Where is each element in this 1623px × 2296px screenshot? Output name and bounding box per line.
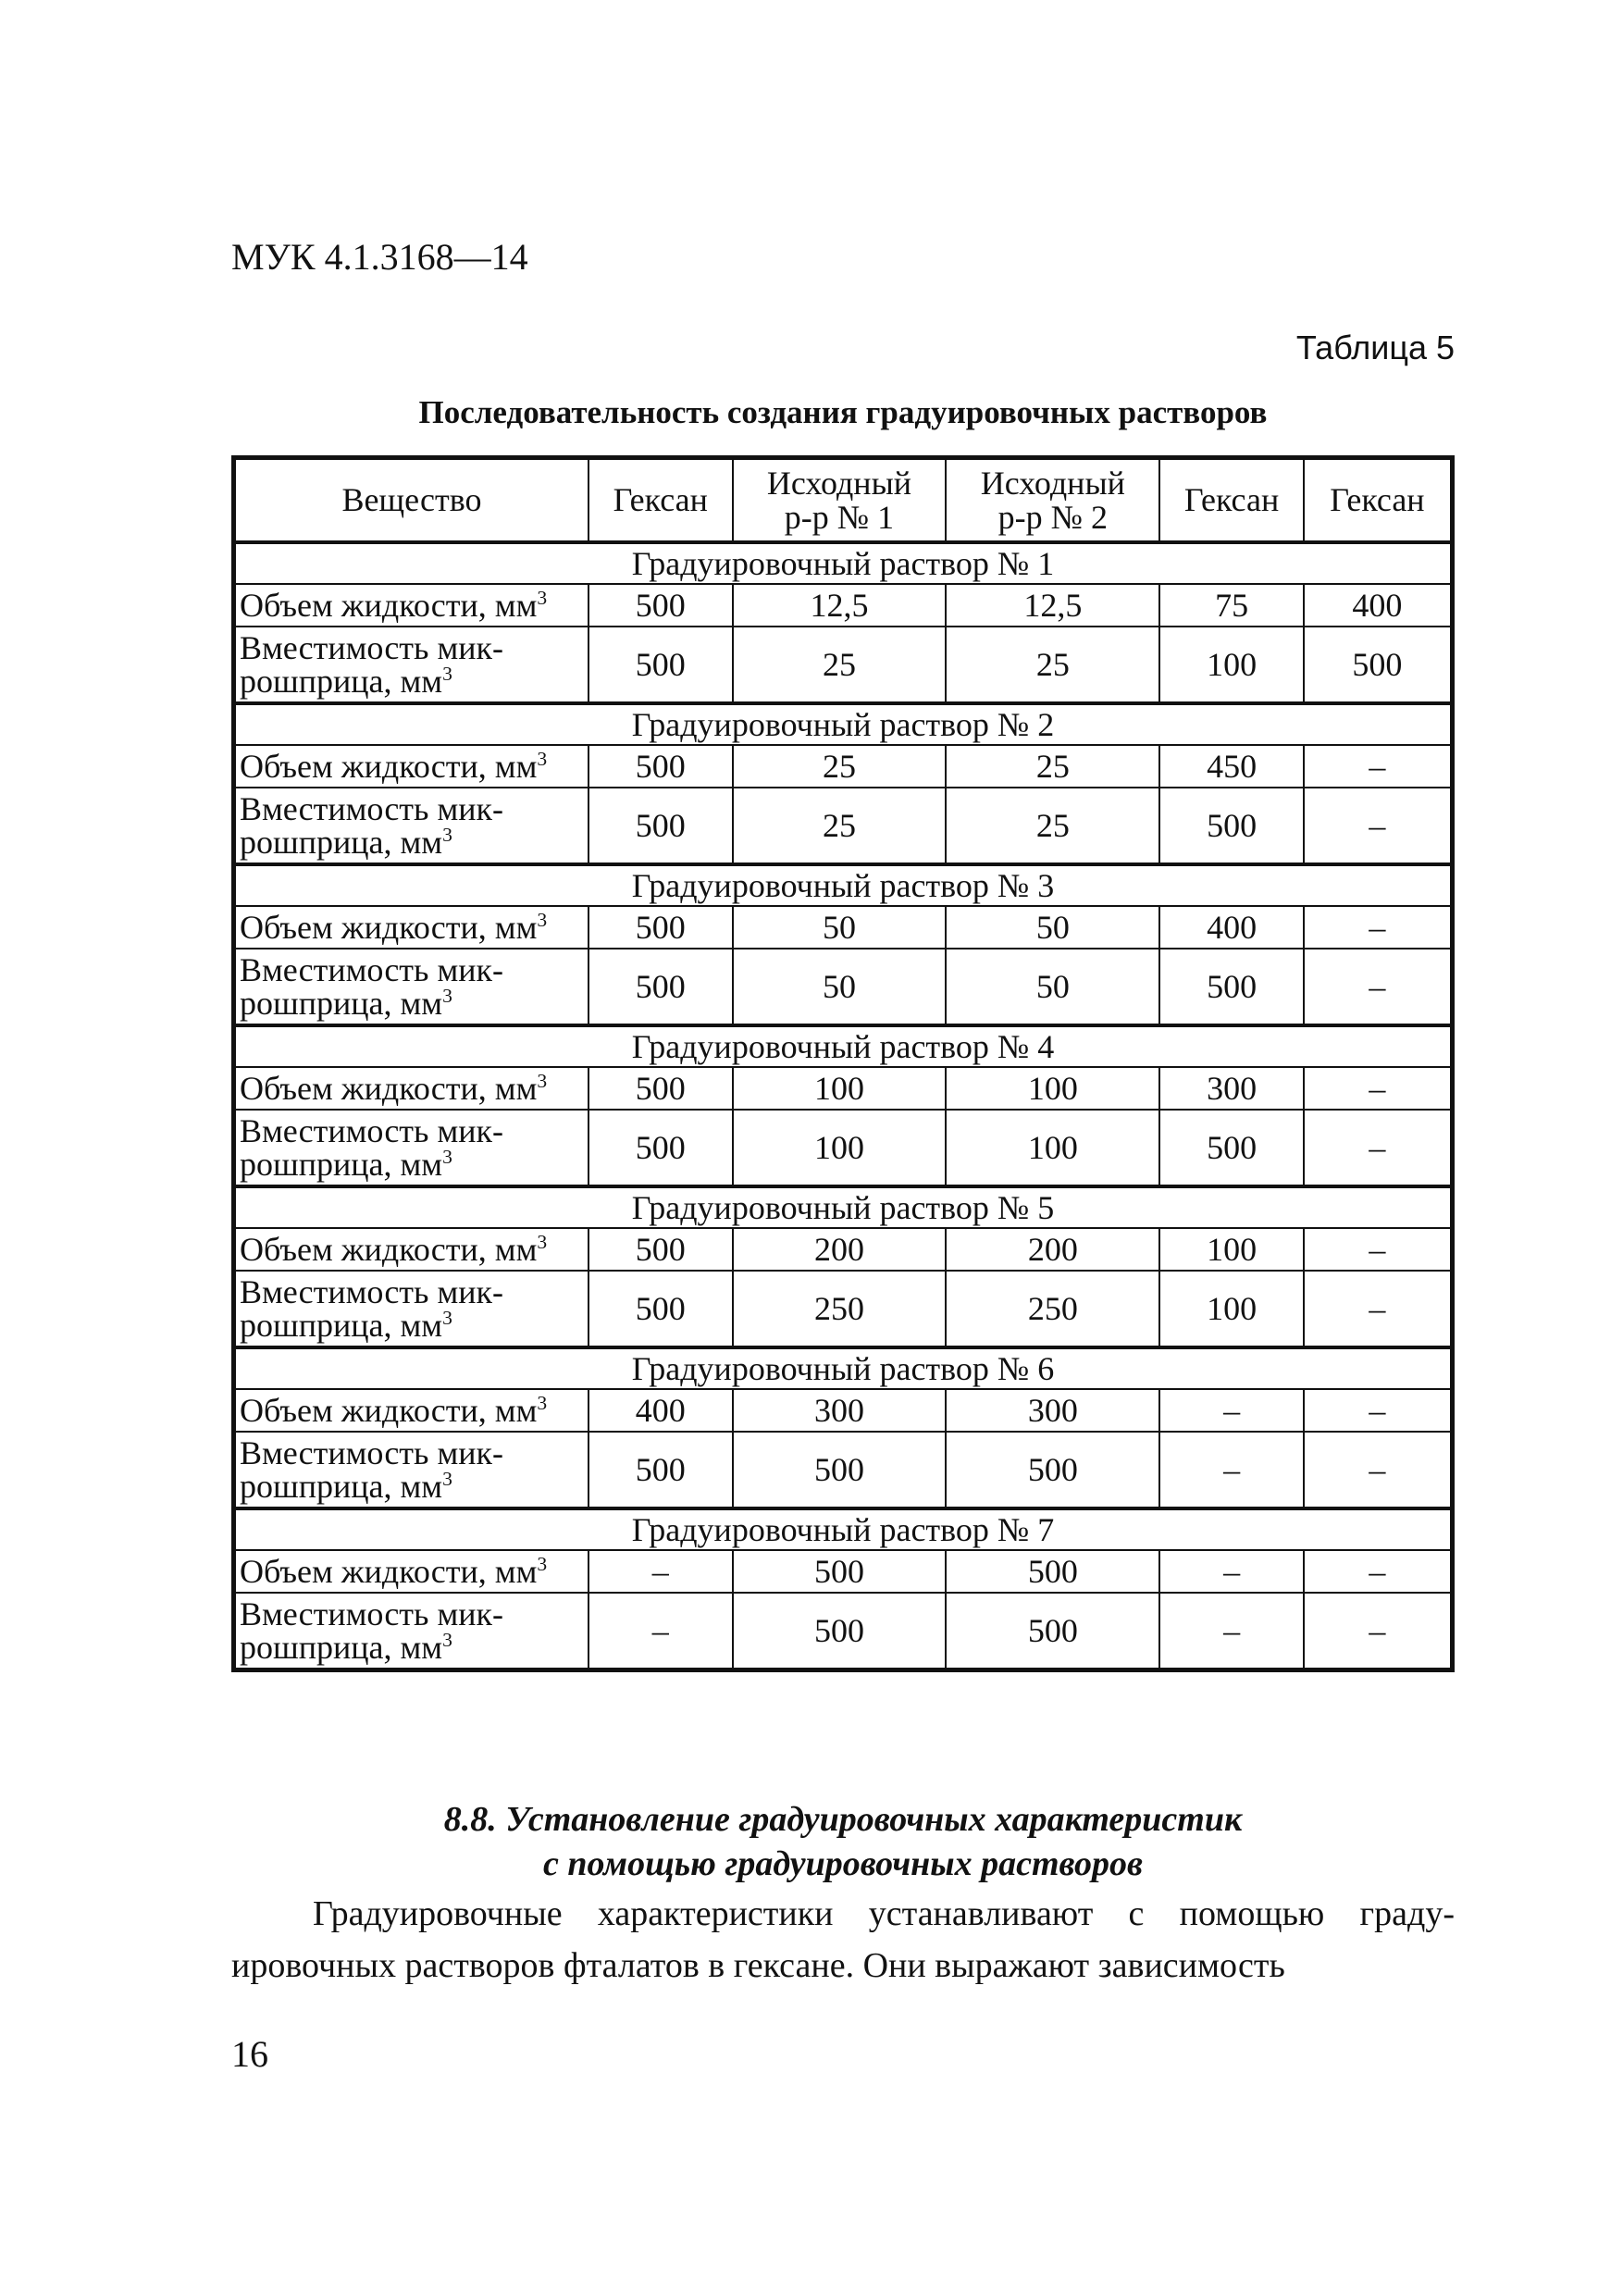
table-cell: 500 xyxy=(588,1432,733,1508)
unit-exponent: 3 xyxy=(537,747,548,770)
page-number: 16 xyxy=(231,2033,268,2075)
table-row xyxy=(234,1550,1453,1593)
table-cell: 25 xyxy=(733,788,947,864)
column-header xyxy=(1159,458,1304,543)
table-cell: 100 xyxy=(946,1067,1159,1110)
table-cell: 400 xyxy=(588,1389,733,1432)
table-row xyxy=(234,1228,1453,1271)
table-cell: – xyxy=(1304,1271,1453,1347)
table-cell: – xyxy=(1304,1067,1453,1110)
row-label-text: Объем жидкости, мм xyxy=(240,1230,538,1268)
group-title-cell: Градуировочный раствор № 2 xyxy=(234,703,1453,745)
table-cell: 75 xyxy=(1159,584,1304,627)
table-cell: 100 xyxy=(946,1110,1159,1186)
table-cell: 500 xyxy=(588,1110,733,1186)
table-cell: – xyxy=(1304,788,1453,864)
table-cell: – xyxy=(588,1593,733,1670)
table-cell: 25 xyxy=(946,627,1159,703)
unit-exponent: 3 xyxy=(537,908,548,931)
table-cell: – xyxy=(1304,906,1453,949)
table-cell: 25 xyxy=(733,627,947,703)
row-label-text: Вместимость мик- xyxy=(240,1112,503,1149)
column-header xyxy=(733,458,947,543)
column-header-line: Исходный xyxy=(980,464,1125,502)
table-cell: – xyxy=(1159,1593,1304,1670)
column-header-line: Гексан xyxy=(1330,481,1425,519)
table-cell: 100 xyxy=(733,1067,947,1110)
unit-exponent: 3 xyxy=(537,586,548,609)
table-cell: 500 xyxy=(733,1550,947,1593)
row-label-text: рошприца, мм xyxy=(240,1468,443,1505)
table-cell: 100 xyxy=(1159,1228,1304,1271)
table-cell: 250 xyxy=(946,1271,1159,1347)
table-cell: 500 xyxy=(588,1228,733,1271)
unit-exponent: 3 xyxy=(442,663,452,685)
table-cell: 300 xyxy=(1159,1067,1304,1110)
group-title-cell: Градуировочный раствор № 5 xyxy=(234,1186,1453,1228)
section-heading-line: с помощью градуировочных растворов xyxy=(542,1844,1143,1883)
table-cell: – xyxy=(1304,745,1453,788)
row-label-text: рошприца, мм xyxy=(240,824,443,861)
table-row xyxy=(234,1271,1453,1347)
table-cell: 500 xyxy=(588,584,733,627)
row-label-capacity xyxy=(234,1593,588,1670)
table-number-label: Таблица 5 xyxy=(1295,329,1455,366)
row-label-text: Вместимость мик- xyxy=(240,1595,503,1632)
table-cell: – xyxy=(1304,949,1453,1025)
table-row xyxy=(234,627,1453,703)
table-cell: 100 xyxy=(1159,1271,1304,1347)
row-label-capacity xyxy=(234,949,588,1025)
unit-exponent: 3 xyxy=(442,1468,452,1490)
row-label-text: Объем жидкости, мм xyxy=(240,747,538,785)
table-row xyxy=(234,906,1453,949)
table-row xyxy=(234,1593,1453,1670)
table-row xyxy=(234,1432,1453,1508)
group-title-cell: Градуировочный раствор № 3 xyxy=(234,864,1453,906)
row-label-text: рошприца, мм xyxy=(240,1629,443,1666)
table-cell: 500 xyxy=(1159,788,1304,864)
table-cell: 25 xyxy=(946,788,1159,864)
table-cell: 500 xyxy=(733,1432,947,1508)
table-cell: 400 xyxy=(1159,906,1304,949)
group-title-row xyxy=(234,1347,1453,1389)
table-cell: – xyxy=(1304,1432,1453,1508)
column-header xyxy=(946,458,1159,543)
row-label-volume xyxy=(234,906,588,949)
group-title-cell: Градуировочный раствор № 6 xyxy=(234,1347,1453,1389)
unit-exponent: 3 xyxy=(537,1391,548,1414)
table-row xyxy=(234,949,1453,1025)
table-cell: 500 xyxy=(1304,627,1453,703)
column-header-line: Исходный xyxy=(766,464,912,502)
table-row xyxy=(234,745,1453,788)
table-cell: 500 xyxy=(1159,949,1304,1025)
row-label-volume xyxy=(234,1067,588,1110)
table-cell: 500 xyxy=(588,906,733,949)
row-label-text: Вместимость мик- xyxy=(240,951,503,988)
row-label-volume xyxy=(234,745,588,788)
table-cell: – xyxy=(1159,1432,1304,1508)
row-label-text: Вместимость мик- xyxy=(240,1434,503,1471)
unit-exponent: 3 xyxy=(442,1629,452,1651)
row-label-capacity xyxy=(234,1110,588,1186)
table-cell: 300 xyxy=(733,1389,947,1432)
table-cell: 400 xyxy=(1304,584,1453,627)
row-label-capacity xyxy=(234,788,588,864)
row-label-text: Вместимость мик- xyxy=(240,629,503,666)
column-header-line: Вещество xyxy=(341,481,482,519)
table-row xyxy=(234,1110,1453,1186)
column-header xyxy=(588,458,733,543)
table-body xyxy=(234,458,1453,1670)
table-cell: 25 xyxy=(733,745,947,788)
group-title-cell: Градуировочный раствор № 4 xyxy=(234,1025,1453,1067)
row-label-volume xyxy=(234,584,588,627)
table-cell: 50 xyxy=(733,949,947,1025)
table-cell: – xyxy=(1304,1550,1453,1593)
group-title-cell: Градуировочный раствор № 1 xyxy=(234,542,1453,584)
table-cell: – xyxy=(588,1550,733,1593)
row-label-text: Объем жидкости, мм xyxy=(240,1552,538,1590)
row-label-text: Объем жидкости, мм xyxy=(240,908,538,946)
row-label-text: Вместимость мик- xyxy=(240,790,503,827)
group-title-row xyxy=(234,1186,1453,1228)
table-cell: 500 xyxy=(588,1067,733,1110)
group-title-cell: Градуировочный раствор № 7 xyxy=(234,1508,1453,1550)
row-label-text: рошприца, мм xyxy=(240,1146,443,1183)
table-cell: 500 xyxy=(1159,1110,1304,1186)
table-cell: 500 xyxy=(588,627,733,703)
row-label-capacity xyxy=(234,1432,588,1508)
table-cell: 200 xyxy=(733,1228,947,1271)
table-cell: 500 xyxy=(588,788,733,864)
table-cell: 100 xyxy=(1159,627,1304,703)
unit-exponent: 3 xyxy=(537,1230,548,1253)
table-cell: – xyxy=(1304,1593,1453,1670)
table-cell: 500 xyxy=(946,1550,1159,1593)
table-row xyxy=(234,788,1453,864)
unit-exponent: 3 xyxy=(442,824,452,846)
table-cell: – xyxy=(1304,1110,1453,1186)
column-header-line: Гексан xyxy=(1183,481,1280,519)
table-cell: – xyxy=(1159,1550,1304,1593)
row-label-text: Объем жидкости, мм xyxy=(240,586,538,624)
body-paragraph: Градуировочные характеристики устанавливают с помощью граду-ировочных растворов фталатов в гексане. Они выражают зависимость xyxy=(231,1894,1455,1985)
table-cell: – xyxy=(1159,1389,1304,1432)
row-label-volume xyxy=(234,1550,588,1593)
table-cell: 250 xyxy=(733,1271,947,1347)
column-header xyxy=(234,458,588,543)
section-heading-line: 8.8. Установление градуировочных характеристик xyxy=(443,1800,1243,1839)
row-label-volume xyxy=(234,1389,588,1432)
group-title-row xyxy=(234,1025,1453,1067)
table-cell: 100 xyxy=(733,1110,947,1186)
section-heading xyxy=(231,1797,1455,1886)
table-cell: 50 xyxy=(946,949,1159,1025)
table-header-row xyxy=(234,458,1453,543)
row-label-text: рошприца, мм xyxy=(240,985,443,1022)
row-label-text: рошприца, мм xyxy=(240,663,443,700)
table-cell: 50 xyxy=(733,906,947,949)
table-cell: 12,5 xyxy=(733,584,947,627)
table-cell: 500 xyxy=(946,1593,1159,1670)
table-row xyxy=(234,1067,1453,1110)
table-cell: 500 xyxy=(588,745,733,788)
table-cell: – xyxy=(1304,1228,1453,1271)
document-code: МУК 4.1.3168—14 xyxy=(231,236,528,278)
table-cell: 500 xyxy=(588,1271,733,1347)
calibration-solutions-table xyxy=(231,455,1455,1672)
row-label-capacity xyxy=(234,627,588,703)
column-header-line: Гексан xyxy=(613,481,708,519)
unit-exponent: 3 xyxy=(537,1069,548,1092)
table-cell: 12,5 xyxy=(946,584,1159,627)
unit-exponent: 3 xyxy=(537,1552,548,1575)
unit-exponent: 3 xyxy=(442,1307,452,1329)
row-label-text: Вместимость мик- xyxy=(240,1273,503,1310)
table-cell: 450 xyxy=(1159,745,1304,788)
table-cell: – xyxy=(1304,1389,1453,1432)
table-cell: 50 xyxy=(946,906,1159,949)
row-label-text: рошприца, мм xyxy=(240,1307,443,1344)
unit-exponent: 3 xyxy=(442,1146,452,1168)
table-cell: 500 xyxy=(588,949,733,1025)
table-cell: 25 xyxy=(946,745,1159,788)
group-title-row xyxy=(234,542,1453,584)
row-label-volume xyxy=(234,1228,588,1271)
column-header-line: р-р № 2 xyxy=(997,498,1109,536)
table-cell: 500 xyxy=(733,1593,947,1670)
table-cell: 500 xyxy=(946,1432,1159,1508)
group-title-row xyxy=(234,864,1453,906)
column-header-line: р-р № 1 xyxy=(784,498,895,536)
table-row xyxy=(234,584,1453,627)
table-cell: 200 xyxy=(946,1228,1159,1271)
unit-exponent: 3 xyxy=(442,985,452,1007)
group-title-row xyxy=(234,1508,1453,1550)
table-row xyxy=(234,1389,1453,1432)
group-title-row xyxy=(234,703,1453,745)
row-label-capacity xyxy=(234,1271,588,1347)
column-header xyxy=(1304,458,1453,543)
row-label-text: Объем жидкости, мм xyxy=(240,1391,538,1429)
table-title: Последовательность создания градуировочных растворов xyxy=(418,394,1268,430)
row-label-text: Объем жидкости, мм xyxy=(240,1069,538,1107)
table-cell: 300 xyxy=(946,1389,1159,1432)
